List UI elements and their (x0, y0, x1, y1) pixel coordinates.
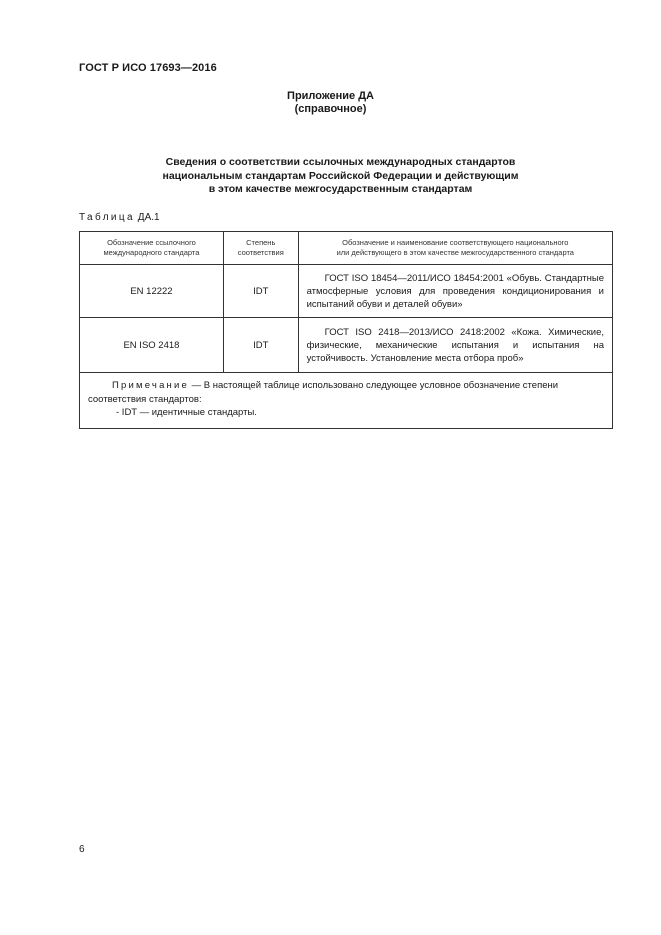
note-text (88, 379, 606, 406)
header-text: международного стандарта (103, 248, 200, 257)
note-body: — В настоящей таблице использовано следующее условное обозначение степени соответствия стандартов: (88, 380, 559, 405)
header-ref-standard (80, 232, 224, 265)
table-row (80, 265, 613, 318)
cell-degree: IDT (223, 318, 298, 373)
header-national-standard (298, 232, 612, 265)
header-text: Обозначение и наименование соответствующего национального (342, 237, 569, 247)
national-standard-text: ГОСТ ISO 2418—2013/ИСО 2418:2002 «Кожа. Химические, физические, механические испытания и испытания на устойчивость. Установление места отбора проб» (306, 326, 604, 364)
table-header-row (80, 232, 613, 265)
document-code: ГОСТ Р ИСО 17693—2016 (79, 62, 217, 74)
appendix-title: Приложение ДА (287, 90, 374, 102)
appendix-subtitle: (справочное) (294, 103, 367, 115)
note-item: - IDT — идентичные стандарты. (116, 407, 257, 418)
table-caption (79, 212, 160, 223)
table-caption-number: ДА.1 (135, 212, 160, 223)
section-title (120, 156, 561, 197)
header-text: Степень (246, 237, 276, 247)
cell-national-standard (298, 318, 612, 373)
cell-ref-standard: EN 12222 (80, 265, 224, 318)
table-row (80, 318, 613, 373)
note-label: Примечание (112, 380, 189, 391)
header-degree (223, 232, 298, 265)
standards-table (79, 231, 613, 429)
table-note (80, 373, 613, 429)
cell-ref-standard: EN ISO 2418 (80, 318, 224, 373)
header-text: или действующего в этом качестве межгосударственного стандарта (336, 248, 574, 257)
header-text: соответствия (237, 248, 284, 257)
header-text: Обозначение ссылочного (107, 237, 196, 247)
cell-degree: IDT (223, 265, 298, 318)
national-standard-text: ГОСТ ISO 18454—2011/ИСО 18454:2001 «Обувь. Стандартные атмосферные условия для проведения кондиционирования и испытаний обуви и деталей обуви» (306, 272, 604, 310)
section-title-line: национальным стандартам Российской Федерации и действующим (162, 169, 519, 182)
section-title-line: в этом качестве межгосударственным стандартам (208, 183, 473, 195)
table-caption-word: Таблица (79, 212, 136, 223)
cell-national-standard (298, 265, 612, 318)
section-title-line: Сведения о соответствии ссылочных международных стандартов (165, 156, 516, 168)
page-number: 6 (79, 844, 85, 855)
table-note-row (80, 373, 613, 429)
